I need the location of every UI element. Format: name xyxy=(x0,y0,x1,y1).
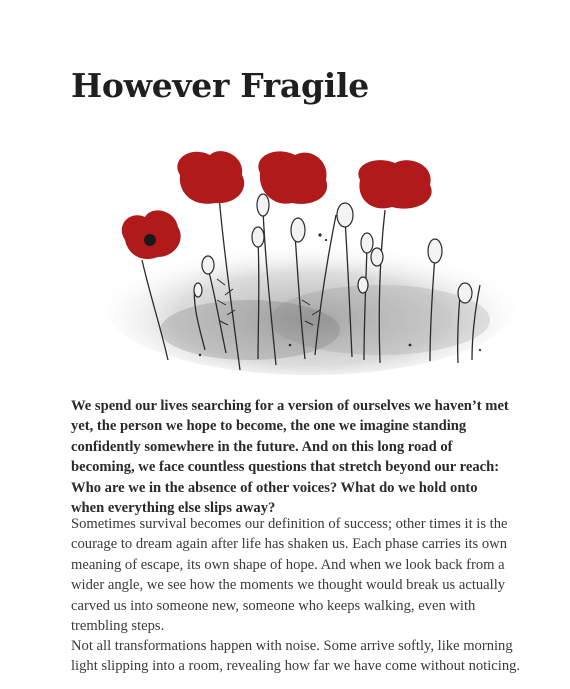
lead-paragraph: We spend our lives searching for a version of ourselves we haven’t met yet, the person we hope to become, the one we imagine standing confidently somewhere in the future. And on this long road of becoming, we face countless questions that stretch beyond our reach: Who are we in the absence of other voices? What do we hold onto when everything else slips away? xyxy=(71,398,509,517)
body-paragraph-2: Not all transformations happen with noise. Some arrive softly, like morning light slipping into a room, revealing how far we have come without noticing. xyxy=(71,638,521,675)
body-paragraph-1: Sometimes survival becomes our definition of success; other times it is the courage to dream again after life has shaken us. Each phase carries its own meaning of escape, its own shape of hope. And when we look back from a wider angle, we see how the moments we thought would break us actually carved us into someone new, someone who keeps walking, even with trembling steps. xyxy=(71,516,508,635)
poppy-illustration xyxy=(80,145,520,385)
article-title: However Fragile xyxy=(71,66,369,105)
